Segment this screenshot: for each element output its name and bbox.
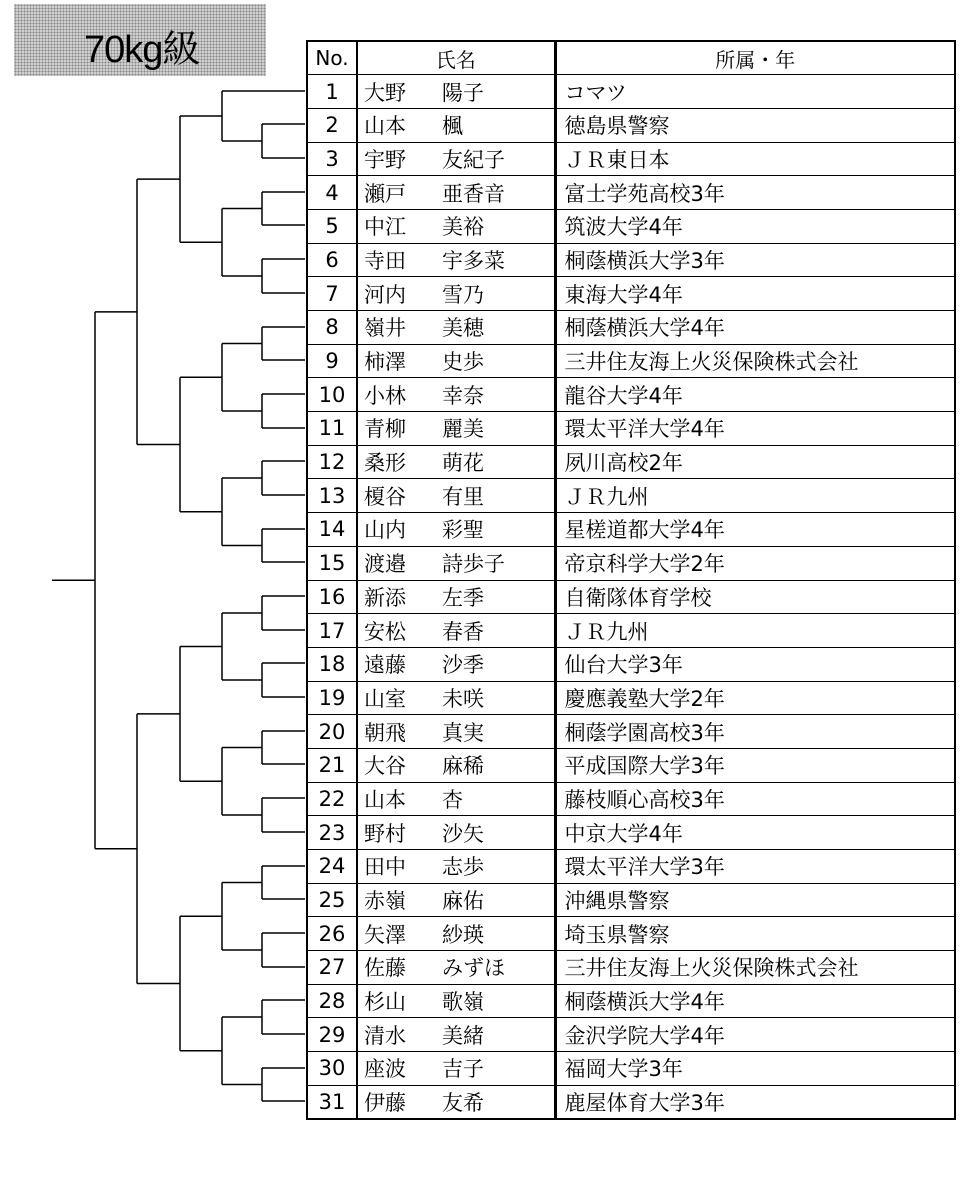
athlete-first-name: 吉子 (442, 1057, 484, 1082)
entry-number: 31 (307, 1085, 357, 1119)
athlete-last-name: 大野 (364, 80, 406, 105)
entry-number: 16 (307, 580, 357, 614)
table-row (307, 445, 955, 479)
athlete-last-name: 新添 (364, 585, 406, 610)
athlete-name (357, 1018, 555, 1052)
athlete-affiliation: 金沢学院大学4年 (555, 1018, 955, 1052)
athlete-name (357, 479, 555, 513)
entry-number: 30 (307, 1052, 357, 1086)
athlete-last-name: 嶺井 (364, 316, 406, 341)
athlete-last-name: 杉山 (364, 990, 406, 1015)
athlete-first-name: 陽子 (442, 80, 484, 105)
athlete-name (357, 917, 555, 951)
athlete-affiliation: 徳島県警察 (555, 108, 955, 142)
athlete-affiliation: 環太平洋大学3年 (555, 850, 955, 884)
entry-table (306, 40, 956, 1120)
entry-number: 26 (307, 917, 357, 951)
athlete-last-name: 山本 (364, 787, 406, 812)
table-row (307, 1052, 955, 1086)
table-row (307, 883, 955, 917)
athlete-last-name: 座波 (364, 1057, 406, 1082)
header-name: 氏名 (357, 41, 555, 75)
entry-number: 25 (307, 883, 357, 917)
table-header-row (307, 41, 955, 75)
athlete-affiliation: 帝京科学大学2年 (555, 546, 955, 580)
athlete-last-name: 朝飛 (364, 720, 406, 745)
athlete-first-name: 歌嶺 (442, 990, 484, 1015)
athlete-first-name: 麻佑 (442, 889, 484, 914)
entry-number: 5 (307, 209, 357, 243)
entry-number: 17 (307, 614, 357, 648)
entry-number: 12 (307, 445, 357, 479)
table-row (307, 513, 955, 547)
athlete-first-name: 志歩 (442, 855, 484, 880)
athlete-first-name: 幸奈 (442, 383, 484, 408)
athlete-affiliation: 中京大学4年 (555, 816, 955, 850)
header-no: No. (307, 41, 357, 75)
table-row (307, 176, 955, 210)
athlete-affiliation: 自衛隊体育学校 (555, 580, 955, 614)
entry-number: 27 (307, 951, 357, 985)
table-row (307, 277, 955, 311)
table-row (307, 647, 955, 681)
athlete-affiliation: 桐蔭横浜大学4年 (555, 311, 955, 345)
athlete-last-name: 中江 (364, 215, 406, 240)
athlete-last-name: 安松 (364, 619, 406, 644)
entry-number: 13 (307, 479, 357, 513)
athlete-first-name: 左季 (442, 585, 484, 610)
athlete-last-name: 渡邉 (364, 552, 406, 577)
entry-number: 14 (307, 513, 357, 547)
table-row (307, 108, 955, 142)
athlete-affiliation: 三井住友海上火災保険株式会社 (555, 951, 955, 985)
entry-number: 23 (307, 816, 357, 850)
athlete-name (357, 412, 555, 446)
athlete-name (357, 647, 555, 681)
athlete-affiliation: 桐蔭横浜大学4年 (555, 984, 955, 1018)
athlete-first-name: 沙季 (442, 653, 484, 678)
athlete-first-name: 春香 (442, 619, 484, 644)
table-row (307, 142, 955, 176)
athlete-affiliation: ＪＲ東日本 (555, 142, 955, 176)
entry-list (307, 75, 955, 1119)
athlete-affiliation: ＪＲ九州 (555, 614, 955, 648)
athlete-name (357, 1085, 555, 1119)
athlete-name (357, 715, 555, 749)
table-row (307, 311, 955, 345)
athlete-first-name: 史歩 (442, 350, 484, 375)
athlete-name (357, 142, 555, 176)
athlete-name (357, 176, 555, 210)
athlete-last-name: 瀬戸 (364, 181, 406, 206)
entry-number: 15 (307, 546, 357, 580)
athlete-affiliation: コマツ (555, 75, 955, 109)
entry-number: 7 (307, 277, 357, 311)
entry-number: 11 (307, 412, 357, 446)
entry-number: 8 (307, 311, 357, 345)
athlete-name (357, 277, 555, 311)
athlete-affiliation: 星槎道都大学4年 (555, 513, 955, 547)
entry-number: 20 (307, 715, 357, 749)
athlete-last-name: 山本 (364, 114, 406, 139)
athlete-name (357, 546, 555, 580)
athlete-first-name: 友希 (442, 1090, 484, 1115)
athlete-last-name: 伊藤 (364, 1090, 406, 1115)
athlete-first-name: 美裕 (442, 215, 484, 240)
athlete-first-name: 沙矢 (442, 821, 484, 846)
athlete-affiliation: 富士学苑高校3年 (555, 176, 955, 210)
athlete-name (357, 951, 555, 985)
athlete-last-name: 矢澤 (364, 922, 406, 947)
athlete-affiliation: ＪＲ九州 (555, 479, 955, 513)
athlete-affiliation: 三井住友海上火災保険株式会社 (555, 344, 955, 378)
table-row (307, 715, 955, 749)
entry-number: 4 (307, 176, 357, 210)
table-row (307, 816, 955, 850)
athlete-last-name: 柿澤 (364, 350, 406, 375)
athlete-name (357, 984, 555, 1018)
athlete-last-name: 宇野 (364, 147, 406, 172)
entry-number: 6 (307, 243, 357, 277)
athlete-first-name: 未咲 (442, 686, 484, 711)
entry-number: 29 (307, 1018, 357, 1052)
athlete-affiliation: 沖縄県警察 (555, 883, 955, 917)
athlete-last-name: 山内 (364, 518, 406, 543)
tournament-bracket (0, 0, 306, 1200)
athlete-first-name: 萌花 (442, 451, 484, 476)
athlete-last-name: 榎谷 (364, 484, 406, 509)
table-row (307, 1018, 955, 1052)
athlete-name (357, 883, 555, 917)
athlete-first-name: 美穂 (442, 316, 484, 341)
athlete-name (357, 513, 555, 547)
athlete-name (357, 344, 555, 378)
athlete-first-name: 美緒 (442, 1023, 484, 1048)
entry-number: 10 (307, 378, 357, 412)
table-row (307, 614, 955, 648)
athlete-name (357, 614, 555, 648)
athlete-last-name: 遠藤 (364, 653, 406, 678)
athlete-name (357, 850, 555, 884)
athlete-last-name: 青柳 (364, 417, 406, 442)
entry-number: 3 (307, 142, 357, 176)
table-row (307, 75, 955, 109)
athlete-name (357, 75, 555, 109)
athlete-last-name: 清水 (364, 1023, 406, 1048)
table-row (307, 243, 955, 277)
athlete-last-name: 赤嶺 (364, 889, 406, 914)
athlete-first-name: 麗美 (442, 417, 484, 442)
entry-number: 1 (307, 75, 357, 109)
athlete-affiliation: 筑波大学4年 (555, 209, 955, 243)
athlete-affiliation: 桐蔭学園高校3年 (555, 715, 955, 749)
athlete-last-name: 田中 (364, 855, 406, 880)
entry-number: 19 (307, 681, 357, 715)
athlete-name (357, 681, 555, 715)
table-row (307, 344, 955, 378)
athlete-affiliation: 鹿屋体育大学3年 (555, 1085, 955, 1119)
athlete-last-name: 河内 (364, 282, 406, 307)
entry-number: 18 (307, 647, 357, 681)
table-row (307, 951, 955, 985)
athlete-first-name: 麻稀 (442, 754, 484, 779)
table-row (307, 782, 955, 816)
athlete-name (357, 445, 555, 479)
athlete-name (357, 580, 555, 614)
athlete-first-name: 友紀子 (442, 147, 505, 172)
athlete-first-name: 楓 (442, 114, 463, 139)
athlete-last-name: 佐藤 (364, 956, 406, 981)
table-row (307, 681, 955, 715)
athlete-affiliation: 龍谷大学4年 (555, 378, 955, 412)
athlete-affiliation: 東海大学4年 (555, 277, 955, 311)
athlete-name (357, 311, 555, 345)
athlete-last-name: 小林 (364, 383, 406, 408)
athlete-last-name: 大谷 (364, 754, 406, 779)
athlete-affiliation: 桐蔭横浜大学3年 (555, 243, 955, 277)
athlete-affiliation: 慶應義塾大学2年 (555, 681, 955, 715)
table-row (307, 546, 955, 580)
athlete-last-name: 山室 (364, 686, 406, 711)
athlete-first-name: みずほ (442, 956, 505, 981)
athlete-affiliation: 環太平洋大学4年 (555, 412, 955, 446)
athlete-first-name: 紗瑛 (442, 922, 484, 947)
athlete-affiliation: 平成国際大学3年 (555, 748, 955, 782)
table-row (307, 479, 955, 513)
athlete-name (357, 782, 555, 816)
entry-number: 21 (307, 748, 357, 782)
table-row (307, 378, 955, 412)
athlete-name (357, 243, 555, 277)
athlete-first-name: 宇多菜 (442, 248, 505, 273)
athlete-first-name: 雪乃 (442, 282, 484, 307)
athlete-name (357, 378, 555, 412)
athlete-first-name: 杏 (442, 787, 463, 812)
table-row (307, 850, 955, 884)
athlete-name (357, 108, 555, 142)
entry-number: 2 (307, 108, 357, 142)
athlete-name (357, 1052, 555, 1086)
athlete-name (357, 816, 555, 850)
athlete-first-name: 彩聖 (442, 518, 484, 543)
athlete-last-name: 野村 (364, 821, 406, 846)
table-row (307, 748, 955, 782)
athlete-first-name: 亜香音 (442, 181, 505, 206)
athlete-affiliation: 仙台大学3年 (555, 647, 955, 681)
athlete-name (357, 748, 555, 782)
table-row (307, 209, 955, 243)
header-affiliation: 所属・年 (555, 41, 955, 75)
athlete-affiliation: 福岡大学3年 (555, 1052, 955, 1086)
athlete-first-name: 詩歩子 (442, 552, 505, 577)
entry-number: 22 (307, 782, 357, 816)
table-row (307, 412, 955, 446)
athlete-affiliation: 夙川高校2年 (555, 445, 955, 479)
table-row (307, 1085, 955, 1119)
weight-class-title: 70kg級 (84, 29, 200, 71)
table-row (307, 984, 955, 1018)
entry-number: 9 (307, 344, 357, 378)
entry-number: 28 (307, 984, 357, 1018)
athlete-affiliation: 藤枝順心高校3年 (555, 782, 955, 816)
athlete-first-name: 真実 (442, 720, 484, 745)
table-row (307, 580, 955, 614)
athlete-name (357, 209, 555, 243)
table-row (307, 917, 955, 951)
athlete-affiliation: 埼玉県警察 (555, 917, 955, 951)
athlete-last-name: 寺田 (364, 248, 406, 273)
athlete-first-name: 有里 (442, 484, 484, 509)
athlete-last-name: 桑形 (364, 451, 406, 476)
entry-number: 24 (307, 850, 357, 884)
